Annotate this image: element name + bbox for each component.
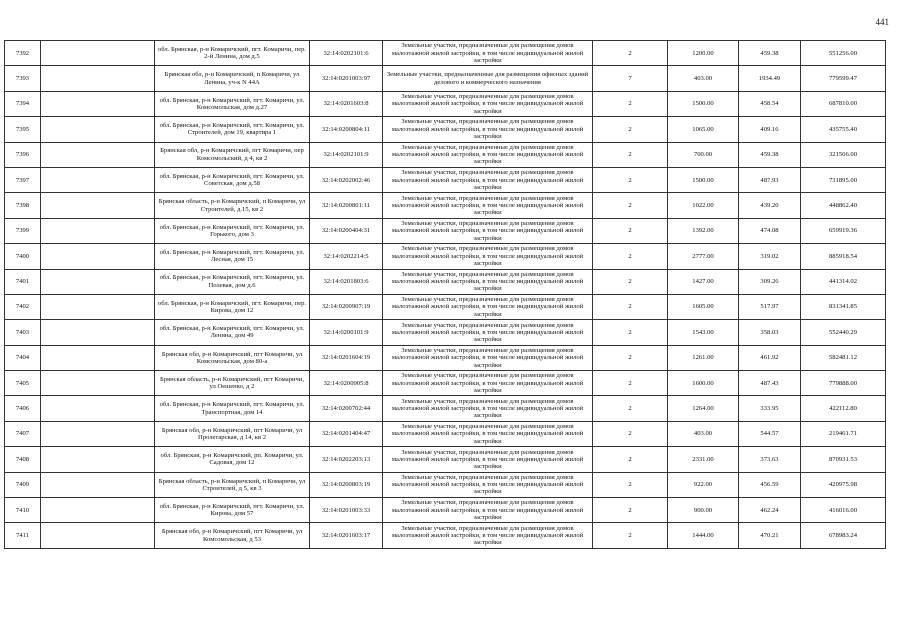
cadastral-value-cell: 441314.02 <box>801 269 886 294</box>
group-cell: 2 <box>593 523 668 548</box>
table-row <box>5 91 886 116</box>
empty-cell <box>41 396 155 421</box>
specific-value-cell: 474.08 <box>739 218 801 243</box>
land-use-cell: Земельные участки, предназначенные для размещения домов малоэтажной жилой застройки, в том числе индивидуальной жилой застройки <box>383 371 593 396</box>
land-use-cell: Земельные участки, предназначенные для размещения домов малоэтажной жилой застройки, в том числе индивидуальной жилой застройки <box>383 345 593 370</box>
specific-value-cell: 439.20 <box>739 193 801 218</box>
page-number: 441 <box>875 17 889 27</box>
specific-value-cell: 487.43 <box>739 371 801 396</box>
row-number-cell: 7393 <box>5 66 41 91</box>
cadastral-number-cell: 32:14:0200803:19 <box>310 472 383 497</box>
table-row <box>5 371 886 396</box>
empty-cell <box>41 472 155 497</box>
cadastral-number-cell: 32:14:0201603:17 <box>310 523 383 548</box>
address-cell: Брянская обл, р-н Комаричский, пгт Комаричи, ул Комсомольская, дом 80-а <box>155 345 310 370</box>
group-cell: 7 <box>593 66 668 91</box>
cadastral-number-cell: 32:14:0201003:33 <box>310 498 383 523</box>
address-cell: обл. Брянская, р-н Комаричский, пгт. Комаричи, ул. Транспортная, дом 14 <box>155 396 310 421</box>
empty-cell <box>41 421 155 446</box>
cadastral-value-cell: 678983.24 <box>801 523 886 548</box>
area-cell: 1500.00 <box>668 91 739 116</box>
table-row <box>5 269 886 294</box>
land-use-cell: Земельные участки, предназначенные для размещения домов малоэтажной жилой застройки, в том числе индивидуальной жилой застройки <box>383 167 593 192</box>
empty-cell <box>41 498 155 523</box>
table-row <box>5 167 886 192</box>
cadastral-value-cell: 779599.47 <box>801 66 886 91</box>
group-cell: 2 <box>593 371 668 396</box>
row-number-cell: 7399 <box>5 218 41 243</box>
empty-cell <box>41 294 155 319</box>
address-cell: обл. Брянская, р-н Комаричский, пгт. Комаричи, пер. 2-й Ленина, дом д.5 <box>155 41 310 66</box>
cadastral-value-cell: 321566.00 <box>801 142 886 167</box>
empty-cell <box>41 371 155 396</box>
land-use-cell: Земельные участки, предназначенные для размещения домов малоэтажной жилой застройки, в том числе индивидуальной жилой застройки <box>383 421 593 446</box>
cadastral-number-cell: 32:14:0200907:19 <box>310 294 383 319</box>
cadastral-number-cell: 32:14:0201003:97 <box>310 66 383 91</box>
specific-value-cell: 459.38 <box>739 41 801 66</box>
area-cell: 1605.00 <box>668 294 739 319</box>
cadastral-value-cell: 885918.54 <box>801 244 886 269</box>
specific-value-cell: 309.26 <box>739 269 801 294</box>
address-cell: обл. Брянская, р-н Комаричский, рп. Комаричи, ул. Садовая, дом 12 <box>155 447 310 472</box>
empty-cell <box>41 167 155 192</box>
specific-value-cell: 319.02 <box>739 244 801 269</box>
table-row <box>5 41 886 66</box>
address-cell: обл. Брянская, р-н Комаричский, пгт. Комаричи, ул. Строителей, дом 19, квартира 1 <box>155 117 310 142</box>
specific-value-cell: 459.38 <box>739 142 801 167</box>
row-number-cell: 7408 <box>5 447 41 472</box>
cadastral-value-cell: 448862.40 <box>801 193 886 218</box>
land-use-cell: Земельные участки, предназначенные для размещения домов малоэтажной жилой застройки, в том числе индивидуальной жилой застройки <box>383 396 593 421</box>
row-number-cell: 7403 <box>5 320 41 345</box>
table-row <box>5 142 886 167</box>
area-cell: 922.00 <box>668 472 739 497</box>
group-cell: 2 <box>593 244 668 269</box>
group-cell: 2 <box>593 396 668 421</box>
group-cell: 2 <box>593 269 668 294</box>
empty-cell <box>41 91 155 116</box>
cadastral-number-cell: 32:14:0200801:11 <box>310 193 383 218</box>
empty-cell <box>41 244 155 269</box>
empty-cell <box>41 117 155 142</box>
address-cell: Брянская обл, р-н Комаричский, пгт Комаричи, пер Комсомольский, д 4, кв 2 <box>155 142 310 167</box>
land-plot-table <box>4 40 886 549</box>
area-cell: 1261.00 <box>668 345 739 370</box>
group-cell: 2 <box>593 117 668 142</box>
address-cell: обл. Брянская, р-н Комаричский, пгт. Комаричи, ул. Комсомольская, дом д.27 <box>155 91 310 116</box>
row-number-cell: 7394 <box>5 91 41 116</box>
table-row <box>5 345 886 370</box>
table-row <box>5 447 886 472</box>
row-number-cell: 7409 <box>5 472 41 497</box>
cadastral-number-cell: 32:14:0200905:8 <box>310 371 383 396</box>
cadastral-value-cell: 779888.00 <box>801 371 886 396</box>
cadastral-number-cell: 32:14:0202101:9 <box>310 142 383 167</box>
area-cell: 1065.00 <box>668 117 739 142</box>
area-cell: 1200.00 <box>668 41 739 66</box>
area-cell: 403.00 <box>668 421 739 446</box>
specific-value-cell: 333.95 <box>739 396 801 421</box>
cadastral-value-cell: 551256.00 <box>801 41 886 66</box>
cadastral-value-cell: 659919.36 <box>801 218 886 243</box>
land-use-cell: Земельные участки, предназначенные для размещения офисных зданий делового и коммерческого назначения <box>383 66 593 91</box>
cadastral-value-cell: 422112.80 <box>801 396 886 421</box>
group-cell: 2 <box>593 167 668 192</box>
specific-value-cell: 358.03 <box>739 320 801 345</box>
row-number-cell: 7404 <box>5 345 41 370</box>
land-use-cell: Земельные участки, предназначенные для размещения домов малоэтажной жилой застройки, в том числе индивидуальной жилой застройки <box>383 447 593 472</box>
land-use-cell: Земельные участки, предназначенные для размещения домов малоэтажной жилой застройки, в том числе индивидуальной жилой застройки <box>383 269 593 294</box>
land-use-cell: Земельные участки, предназначенные для размещения домов малоэтажной жилой застройки, в том числе индивидуальной жилой застройки <box>383 320 593 345</box>
group-cell: 2 <box>593 91 668 116</box>
group-cell: 2 <box>593 447 668 472</box>
land-use-cell: Земельные участки, предназначенные для размещения домов малоэтажной жилой застройки, в том числе индивидуальной жилой застройки <box>383 523 593 548</box>
address-cell: Брянская обл, р-н Комаричский, пгт Комаричи, ул Пролетарская, д 14, кв 2 <box>155 421 310 446</box>
address-cell: обл. Брянская, р-н Комаричский, пгт. Комаричи, пер. Кирова, дом 12 <box>155 294 310 319</box>
area-cell: 900.00 <box>668 498 739 523</box>
specific-value-cell: 517.97 <box>739 294 801 319</box>
land-use-cell: Земельные участки, предназначенные для размещения домов малоэтажной жилой застройки, в том числе индивидуальной жилой застройки <box>383 472 593 497</box>
address-cell: Брянская область, р-н Комаричский, п Комаричи, ул Строителей, д 5, кв 3 <box>155 472 310 497</box>
address-cell: обл. Брянская, р-н Комаричский, пгт. Комаричи, ул. Ленина, дом 49 <box>155 320 310 345</box>
group-cell: 2 <box>593 294 668 319</box>
cadastral-value-cell: 731895.00 <box>801 167 886 192</box>
specific-value-cell: 373.63 <box>739 447 801 472</box>
land-use-cell: Земельные участки, предназначенные для размещения домов малоэтажной жилой застройки, в том числе индивидуальной жилой застройки <box>383 91 593 116</box>
land-use-cell: Земельные участки, предназначенные для размещения домов малоэтажной жилой застройки, в том числе индивидуальной жилой застройки <box>383 218 593 243</box>
cadastral-number-cell: 32:14:0201604:19 <box>310 345 383 370</box>
area-cell: 1600.00 <box>668 371 739 396</box>
cadastral-number-cell: 32:14:0202214:5 <box>310 244 383 269</box>
row-number-cell: 7400 <box>5 244 41 269</box>
specific-value-cell: 461.92 <box>739 345 801 370</box>
row-number-cell: 7410 <box>5 498 41 523</box>
group-cell: 2 <box>593 345 668 370</box>
land-use-cell: Земельные участки, предназначенные для размещения домов малоэтажной жилой застройки, в том числе индивидуальной жилой застройки <box>383 294 593 319</box>
cadastral-number-cell: 32:14:0200804:11 <box>310 117 383 142</box>
cadastral-number-cell: 32:14:0201603:8 <box>310 91 383 116</box>
row-number-cell: 7398 <box>5 193 41 218</box>
specific-value-cell: 409.16 <box>739 117 801 142</box>
group-cell: 2 <box>593 193 668 218</box>
specific-value-cell: 1934.49 <box>739 66 801 91</box>
empty-cell <box>41 523 155 548</box>
row-number-cell: 7392 <box>5 41 41 66</box>
cadastral-number-cell: 32:14:0202101:6 <box>310 41 383 66</box>
table-row <box>5 66 886 91</box>
cadastral-number-cell: 32:14:0200404:31 <box>310 218 383 243</box>
cadastral-number-cell: 32:14:0200702:44 <box>310 396 383 421</box>
group-cell: 2 <box>593 41 668 66</box>
cadastral-value-cell: 831341.85 <box>801 294 886 319</box>
row-number-cell: 7402 <box>5 294 41 319</box>
table-row <box>5 320 886 345</box>
table-row <box>5 218 886 243</box>
area-cell: 2331.00 <box>668 447 739 472</box>
cadastral-number-cell: 32:14:0201404:47 <box>310 421 383 446</box>
area-cell: 1264.00 <box>668 396 739 421</box>
cadastral-value-cell: 435755.40 <box>801 117 886 142</box>
area-cell: 1427.00 <box>668 269 739 294</box>
row-number-cell: 7401 <box>5 269 41 294</box>
specific-value-cell: 458.54 <box>739 91 801 116</box>
area-cell: 700.00 <box>668 142 739 167</box>
cadastral-number-cell: 32:14:0202203:13 <box>310 447 383 472</box>
area-cell: 1500.00 <box>668 167 739 192</box>
address-cell: обл. Брянская, р-н Комаричский, пгт. Комаричи, ул. Горького, дом 3 <box>155 218 310 243</box>
cadastral-value-cell: 416016.00 <box>801 498 886 523</box>
table-row <box>5 396 886 421</box>
table-row <box>5 193 886 218</box>
group-cell: 2 <box>593 421 668 446</box>
address-cell: Брянская обл, р-н Комаричский, п Комаричи, ул Ленина, уч-к N 44А <box>155 66 310 91</box>
group-cell: 2 <box>593 320 668 345</box>
land-use-cell: Земельные участки, предназначенные для размещения домов малоэтажной жилой застройки, в том числе индивидуальной жилой застройки <box>383 41 593 66</box>
group-cell: 2 <box>593 498 668 523</box>
table-row <box>5 294 886 319</box>
table-body <box>5 41 886 549</box>
address-cell: Брянская обл, р-н Комаричский, пгт Комаричи, ул Комсомольская, д 53 <box>155 523 310 548</box>
table-row <box>5 498 886 523</box>
land-use-cell: Земельные участки, предназначенные для размещения домов малоэтажной жилой застройки, в том числе индивидуальной жилой застройки <box>383 142 593 167</box>
table-row <box>5 472 886 497</box>
land-use-cell: Земельные участки, предназначенные для размещения домов малоэтажной жилой застройки, в том числе индивидуальной жилой застройки <box>383 117 593 142</box>
empty-cell <box>41 345 155 370</box>
row-number-cell: 7405 <box>5 371 41 396</box>
empty-cell <box>41 66 155 91</box>
row-number-cell: 7411 <box>5 523 41 548</box>
cadastral-value-cell: 219461.71 <box>801 421 886 446</box>
table-row <box>5 117 886 142</box>
land-use-cell: Земельные участки, предназначенные для размещения домов малоэтажной жилой застройки, в том числе индивидуальной жилой застройки <box>383 498 593 523</box>
table-row <box>5 421 886 446</box>
row-number-cell: 7395 <box>5 117 41 142</box>
group-cell: 2 <box>593 142 668 167</box>
area-cell: 1392.00 <box>668 218 739 243</box>
cadastral-value-cell: 582481.12 <box>801 345 886 370</box>
land-use-cell: Земельные участки, предназначенные для размещения домов малоэтажной жилой застройки, в том числе индивидуальной жилой застройки <box>383 193 593 218</box>
row-number-cell: 7397 <box>5 167 41 192</box>
specific-value-cell: 470.21 <box>739 523 801 548</box>
empty-cell <box>41 269 155 294</box>
specific-value-cell: 456.59 <box>739 472 801 497</box>
empty-cell <box>41 320 155 345</box>
empty-cell <box>41 41 155 66</box>
area-cell: 1444.00 <box>668 523 739 548</box>
row-number-cell: 7406 <box>5 396 41 421</box>
address-cell: обл. Брянская, р-н Комаричский, пгт. Комаричи, ул. Лесная, дом 15 <box>155 244 310 269</box>
group-cell: 2 <box>593 472 668 497</box>
land-use-cell: Земельные участки, предназначенные для размещения домов малоэтажной жилой застройки, в том числе индивидуальной жилой застройки <box>383 244 593 269</box>
specific-value-cell: 462.24 <box>739 498 801 523</box>
cadastral-number-cell: 32:14:0202002:46 <box>310 167 383 192</box>
address-cell: обл. Брянская, р-н Комаричский, пгт. Комаричи, ул. Полевая, дом д.6 <box>155 269 310 294</box>
area-cell: 1022.00 <box>668 193 739 218</box>
cadastral-value-cell: 420975.98 <box>801 472 886 497</box>
address-cell: обл. Брянская, р-н Комаричский, пгт. Комаричи, ул. Советская, дом д.58 <box>155 167 310 192</box>
table-row <box>5 523 886 548</box>
row-number-cell: 7407 <box>5 421 41 446</box>
empty-cell <box>41 447 155 472</box>
area-cell: 2777.00 <box>668 244 739 269</box>
cadastral-number-cell: 32:14:0200101:9 <box>310 320 383 345</box>
area-cell: 403.00 <box>668 66 739 91</box>
row-number-cell: 7396 <box>5 142 41 167</box>
group-cell: 2 <box>593 218 668 243</box>
cadastral-number-cell: 32:14:0201803:6 <box>310 269 383 294</box>
empty-cell <box>41 142 155 167</box>
empty-cell <box>41 193 155 218</box>
address-cell: Брянская область, р-н Комаричский, пгт Комаричи, ул Оешенко, д 2 <box>155 371 310 396</box>
area-cell: 1543.00 <box>668 320 739 345</box>
table-row <box>5 244 886 269</box>
address-cell: обл. Брянская, р-н Комаричский, пгт. Комаричи, ул. Кирова, дом 57 <box>155 498 310 523</box>
specific-value-cell: 487.93 <box>739 167 801 192</box>
cadastral-value-cell: 687810.00 <box>801 91 886 116</box>
empty-cell <box>41 218 155 243</box>
address-cell: Брянская область, р-н Комаричский, п Комаричи, ул Строителей, д.15, кв 2 <box>155 193 310 218</box>
cadastral-value-cell: 870931.53 <box>801 447 886 472</box>
specific-value-cell: 544.57 <box>739 421 801 446</box>
cadastral-value-cell: 552440.29 <box>801 320 886 345</box>
